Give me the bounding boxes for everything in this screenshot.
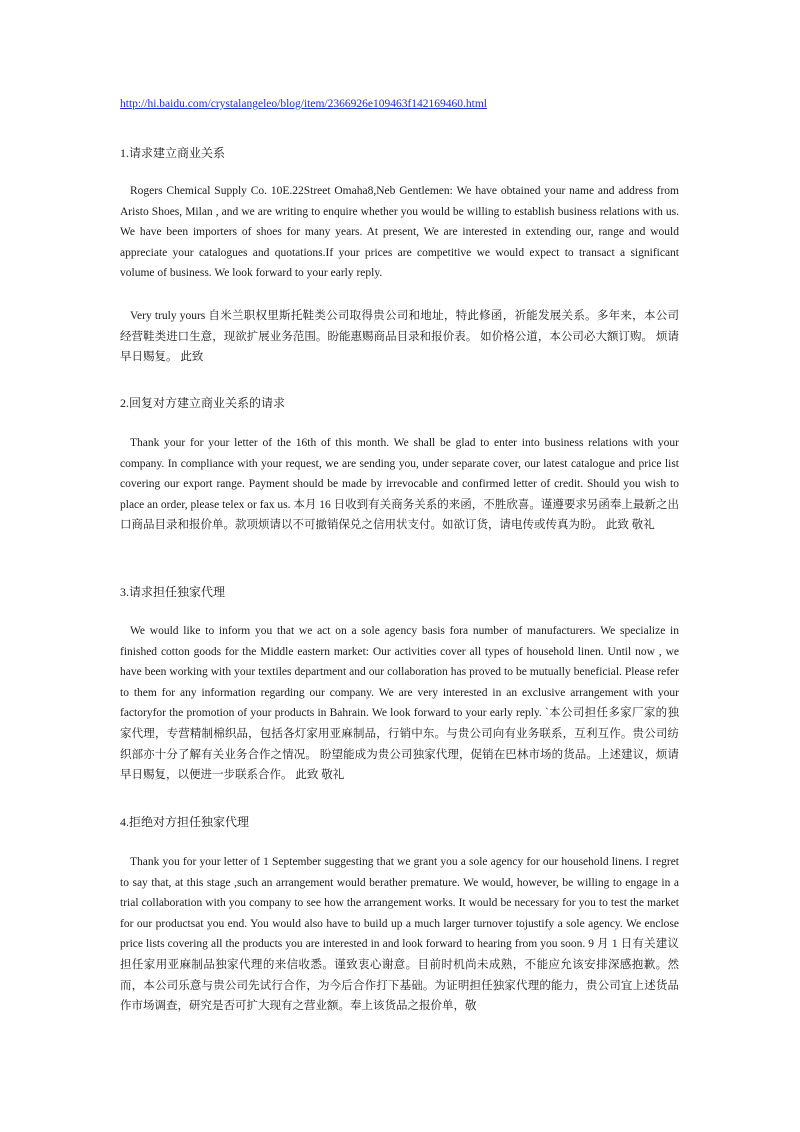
section-1-paragraph-2: Very truly yours 自米兰职权里斯托鞋类公司取得贵公司和地址，特此修函，祈能发展关系。多年来，本公司经营鞋类进口生意，现欲扩展业务范围。盼能惠赐商品目录和报价表。 如价格公道，本公司必大额订购。 烦请早日赐复。 此致 bbox=[120, 310, 679, 364]
section-4-heading: 4.拒绝对方担任独家代理 bbox=[120, 815, 250, 829]
section-2-paragraph-1: Thank your for your letter of the 16th of this month. We shall be glad to enter into business relations with your company. In compliance with your request, we are sending you, under separate cover, our latest catalogue and price list covering our export range. Payment should be made by irrevocable and confirmed letter of credit. Should you wish to place an order, please telex or fax us. 本月 16 日收到有关商务关系的来函，不胜欣喜。谨遵要求另函奉上最新之出口商品目录和报价单。款项烦请以不可撤销保兑之信用状支付。如欲订货，请电传或传真为盼。 此致 敬礼 bbox=[120, 437, 679, 532]
section-1-paragraph-1: Rogers Chemical Supply Co. 10E.22Street Omaha8,Neb Gentlemen: We have obtained your name and address from Aristo Shoes, Milan , and we are writing to enquire whether you would be willing to establish business relations with us. We have been importers of shoes for many years. At present, We are interested in extending our, range and would appreciate your catalogues and quotations.If your prices are competitive we would expect to transact a significant volume of business. We look forward to your early reply. bbox=[120, 185, 679, 280]
section-1-heading: 1.请求建立商业关系 bbox=[120, 146, 226, 160]
section-3-paragraph-1: We would like to inform you that we act on a sole agency basis fora number of manufacturers. We specialize in finished cotton goods for the Middle eastern market: Our activities cover all types of household linen. Until now , we have been working with your textiles department and our collaboration has proved to be mutually beneficial. Please refer to them for any information regarding our company. We are very interested in an exclusive arrangement with your factoryfor the promotion of your products in Bahrain. We look forward to your early reply. `本公司担任多家厂家的独家代理，专营精制棉织品，包括各灯家用亚麻制品，行销中东。与贵公司向有业务联系，互利互作。贵公司纺织部亦十分了解有关业务合作之情况。 盼望能成为贵公司独家代理，促销在巴林市场的货品。上述建议，烦请早日赐复，以便进一步联系合作。 此致 敬礼 bbox=[120, 625, 679, 782]
section-4-paragraph-1: Thank you for your letter of 1 September suggesting that we grant you a sole agency for our household linens. I regret to say that, at this stage ,such an arrangement would berather premature. We would, however, be willing to engage in a trial collaboration with you company to see how the arrangement works. It would be necessary for you to test the market for our productsat you end. You would also have to build up a much larger turnover tojustify a sole agency. We enclose price lists covering all the products you are interested in and look forward to hearing from you soon. 9 月 1 日有关建议担任家用亚麻制品独家代理的来信收悉。谨致衷心谢意。目前时机尚未成熟，不能应允该安排深感抱歉。然而，本公司乐意与贵公司先试行合作，为今后合作打下基础。为证明担任独家代理的能力，贵公司宜上述货品作市场调查，研究是否可扩大现有之营业额。奉上该货品之报价单，敬 bbox=[120, 856, 679, 1013]
section-2-heading: 2.回复对方建立商业关系的请求 bbox=[120, 396, 286, 410]
blog-link[interactable]: http://hi.baidu.com/crystalangeleo/blog/item/2366926e109463f142169460.html bbox=[120, 98, 487, 110]
section-3-heading: 3.请求担任独家代理 bbox=[120, 585, 226, 599]
